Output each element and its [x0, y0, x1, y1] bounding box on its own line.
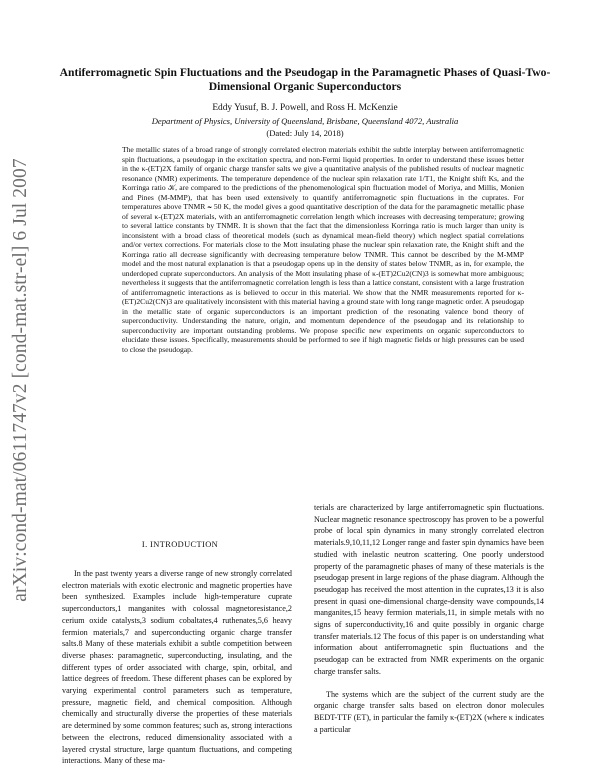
dated-line: (Dated: July 14, 2018) [266, 128, 344, 138]
affiliation: Department of Physics, University of Queensland, Brisbane, Queensland 4072, Australia [151, 116, 459, 126]
paper-title: Antiferromagnetic Spin Fluctuations and the Pseudogap in the Paramagnetic Phases of Quasi-Two-Dimensional Organic Superconductors [59, 66, 551, 93]
right-column [314, 502, 544, 735]
arxiv-identifier-text: arXiv:cond-mat/0611747v2 [cond-mat.str-el] 6 Jul 2007 [10, 158, 31, 602]
abstract: The metallic states of a broad range of strongly correlated electron materials exhibit the subtle interplay between antiferromagnetic spin fluctuations, a pseudogap in the excitation spectra, and non-Fermi liquid properties. In order to understand these issues better in the κ-(ET)2X family of organic charge transfer salts we give a quantitative analysis of the published results of nuclear magnetic resonance (NMR) experiments. The temperature dependence of the nuclear spin relaxation rate 1/T1, the Knight shift Ks, and the Korringa ratio 𝒦, are compared to the predictions of the phenomenological spin fluctuation model of Moriya, and Millis, Monien and Pines (M-MMP), that has been used extensively to quantify antiferromagnetic spin fluctuations in the cuprates. For temperatures above TNMR ≃ 50 K, the model gives a good quantitative description of the data for the paramagnetic metallic phase of several κ-(ET)2X materials, with an antiferromagnetic correlation length which increases with decreasing temperature; growing to several lattice constants by TNMR. It is shown that the fact that the dimensionless Korringa ratio is much larger than unity is inconsistent with a broad class of theoretical models (such as dynamical mean-field theory) which neglect spatial correlations and/or vertex corrections. For materials close to the Mott insulating phase the nuclear spin relaxation rate, the Knight shift and the Korringa ratio all decrease significantly with decreasing temperature below TNMR. This cannot be described by the M-MMP model and the most natural explanation is that a pseudogap opens up in the density of states below TNMR, as in, for example, the underdoped cuprate superconductors. An analysis of the Mott insulating phase of κ-(ET)2Cu2(CN)3 is somewhat more ambiguous; nevertheless it suggests that the antiferromagnetic correlation length is less than a lattice constant, consistent with a large frustration of antiferromagnetic interactions as is believed to occur in this material. We show that the NMR measurements reported for κ-(ET)2Cu2(CN)3 are qualitatively inconsistent with this material having a ground state with long range magnetic order. A pseudogap in the metallic state of organic superconductors is an important prediction of the resonating valence bond theory of superconductivity. Understanding the nature, origin, and momentum dependence of the pseudogap and its relationship to superconductivity are important outstanding problems. We propose specific new experiments on organic superconductors to elucidate these issues. Specifically, measurements should be performed to see if high magnetic fields or high pressures can be used to close the pseudogap. [122, 145, 524, 354]
paragraph: terials are characterized by large antiferromagnetic spin fluctuations. Nuclear magnetic resonance spectroscopy has proven to be a powerful probe of local spin dynamics in many strongly correlated electron materials.9,10,11,12 Longer range and faster spin dynamics have been studied with inelastic neutron scattering. One poorly understood property of the paramagnetic phases of many of these materials is the pseudogap present in large regions of the phase diagram. Although the pseudogap has received the most attention in the cuprates,13 it is also present in quasi one-dimensional charge-density wave compounds,14 manganites,15 heavy fermion materials,11, in simple metals with no signs of superconductivity,16 and quite possibly in organic charge transfer materials.12 The focus of this paper is on understanding what information about antiferromagnetic spin fluctuations and the pseudogap can be extracted from NMR experiments on the organic charge transfer salts. [314, 503, 544, 676]
author-list: Eddy Yusuf, B. J. Powell, and Ross H. McKenzie [212, 103, 398, 113]
section-heading: I. INTRODUCTION [141, 540, 219, 549]
paragraph: In the past twenty years a diverse range of new strongly correlated electron materials with exotic electronic and magnetic properties have been synthesized. Examples include high-temperature cuprate superconductors,1 manganites with colossal magnetoresistance,2 cerium oxide catalysts,3 sodium cobaltates,4 ruthenates,5,6 heavy fermion materials,7 and superconducting organic charge transfer salts.8 Many of these materials exhibit a subtle competition between diverse phases: paramagnetic, superconducting, insulating, and the different types of order associated with charge, spin, orbital, and lattice degrees of freedom. These different phases can be explored by varying experimental control parameters such as temperature, pressure, magnetic field, and chemical composition. Although chemically and structurally diverse the properties of these materials are determined by some common features; such as, strong interactions between the electrons, reduced dimensionality associated with a layered crystal structure, large quantum fluctuations, and competing interactions. Many of these ma- [62, 569, 292, 766]
arxiv-side-identifier [8, 145, 34, 615]
paragraph: The systems which are the subject of the current study are the organic charge transfer salts based on electron donor molecules BEDT-TTF (ET), in particular the family κ-(ET)2X (where κ indicates a particular [314, 689, 544, 734]
left-column [62, 568, 292, 767]
